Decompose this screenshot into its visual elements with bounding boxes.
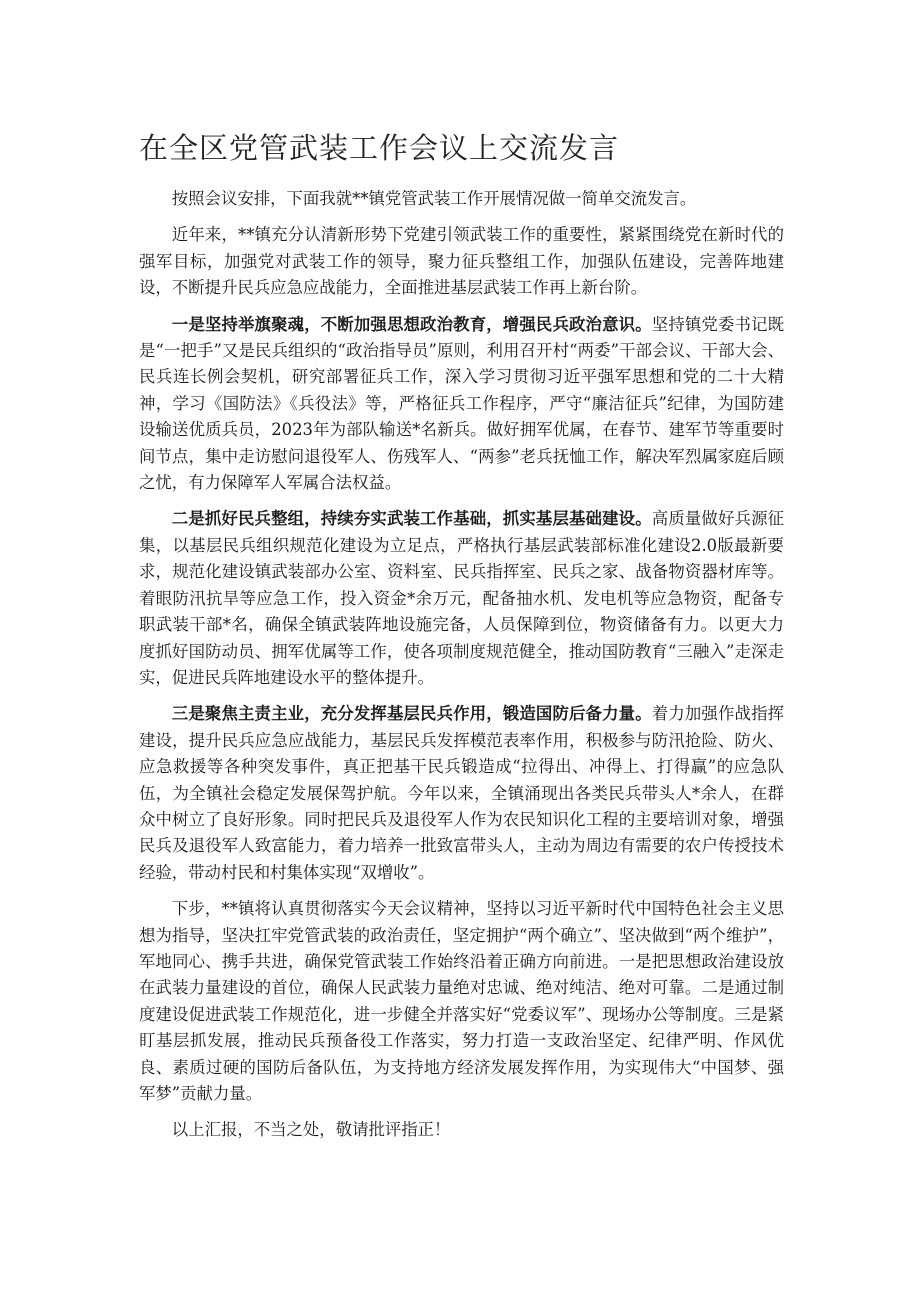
section-paragraph-3 xyxy=(139,701,784,886)
section-lead-2: 二是抓好民兵整组，持续夯实武装工作基础，抓实基层基础建设。 xyxy=(171,509,652,529)
section-body-1: 坚持镇党委书记既是“一把手”又是民兵组织的“政治指导员”原则，利用召开村“两委”干部会议、干部大会、民兵连长例会契机，研究部署征兵工作，深入学习贯彻习近平强军思想和党的二十大精神，学习《国防法》《兵役法》等，严格征兵工作程序，严守“廉洁征兵”纪律，为国防建设输送优质兵员，2023年为部队输送*名新兵。做好拥军优属，在春节、建军节等重要时间节点，集中走访慰问退役军人、伤残军人、“两参”老兵抚恤工作，解决军烈属家庭后顾之忧，有力保障军人军属合法权益。 xyxy=(139,314,785,493)
section-lead-3: 三是聚焦主责主业，充分发挥基层民兵作用，锻造国防后备力量。 xyxy=(171,704,652,724)
closing-paragraph: 以上汇报，不当之处，敬请批评指正！ xyxy=(171,1120,451,1140)
section-body-2: 高质量做好兵源征集，以基层民兵组织规范化建设为立足点，严格执行基层武装部标准化建设2.0版最新要求，规范化建设镇武装部办公室、资料室、民兵指挥室、民兵之家、战备物资器材库等。着眼防汛抗旱等应急工作，投入资金*余万元，配备抽水机、发电机等应急物资，配备专职武装干部*名，确保全镇武装阵地设施完备，人员保障到位，物资储备有力。以更大力度抓好国防动员、拥军优属等工作，使各项制度规范健全，推动国防教育“三融入”走深走实，促进民兵阵地建设水平的整体提升。 xyxy=(139,509,785,687)
next-steps-paragraph: 下步，**镇将认真贯彻落实今天会议精神，坚持以习近平新时代中国特色社会主义思想为指导，坚决扛牢党管武装的政治责任，坚定拥护“两个确立”、坚决做到“两个维护”，军地同心、携手共进，确保党管武装工作始终沿着正确方向前进。一是把思想政治建设放在武装力量建设的首位，确保人民武装力量绝对忠诚、绝对纯洁、绝对可靠。二是通过制度建设促进武装工作规范化，进一步健全并落实好“党委议军”、现场办公等制度。三是紧盯基层抓发展，推动民兵预备役工作落实，努力打造一支政治坚定、纪律严明、作风优良、素质过硬的国防后备队伍，为支持地方经济发展发挥作用，为实现伟大“中国梦、强军梦”贡献力量。 xyxy=(139,899,784,1103)
overview-paragraph: 近年来，**镇充分认清新形势下党建引领武装工作的重要性，紧紧围绕党在新时代的强军目标，加强党对武装工作的领导，聚力征兵整组工作，加强队伍建设，完善阵地建设，不断提升民兵应急应战能力，全面推进基层武装工作再上新台阶。 xyxy=(139,225,784,298)
section-paragraph-1 xyxy=(139,312,784,497)
section-body-3: 着力加强作战指挥建设，提升民兵应急应战能力，基层民兵发挥模范表率作用，积极参与防汛抢险、防火、应急救援等各种突发事件，真正把基干民兵锻造成“拉得出、冲得上、打得赢”的应急队伍，为全镇社会稳定发展保驾护航。今年以来，全镇涌现出各类民兵带头人*余人，在群众中树立了良好形象。同时把民兵及退役军人作为农民知识化工程的主要培训对象，增强民兵及退役军人致富能力，着力培养一批致富带头人，主动为周边有需要的农户传授技术经验，带动村民和村集体实现“双增收”。 xyxy=(139,704,785,882)
intro-paragraph: 按照会议安排，下面我就**镇党管武装工作开展情况做一简单交流发言。 xyxy=(171,189,697,208)
document-page xyxy=(139,128,784,1154)
section-paragraph-2 xyxy=(139,506,784,691)
section-lead-1: 一是坚持举旗聚魂，不断加强思想政治教育，增强民兵政治意识。 xyxy=(171,314,652,334)
document-title: 在全区党管武装工作会议上交流发言 xyxy=(139,131,620,165)
